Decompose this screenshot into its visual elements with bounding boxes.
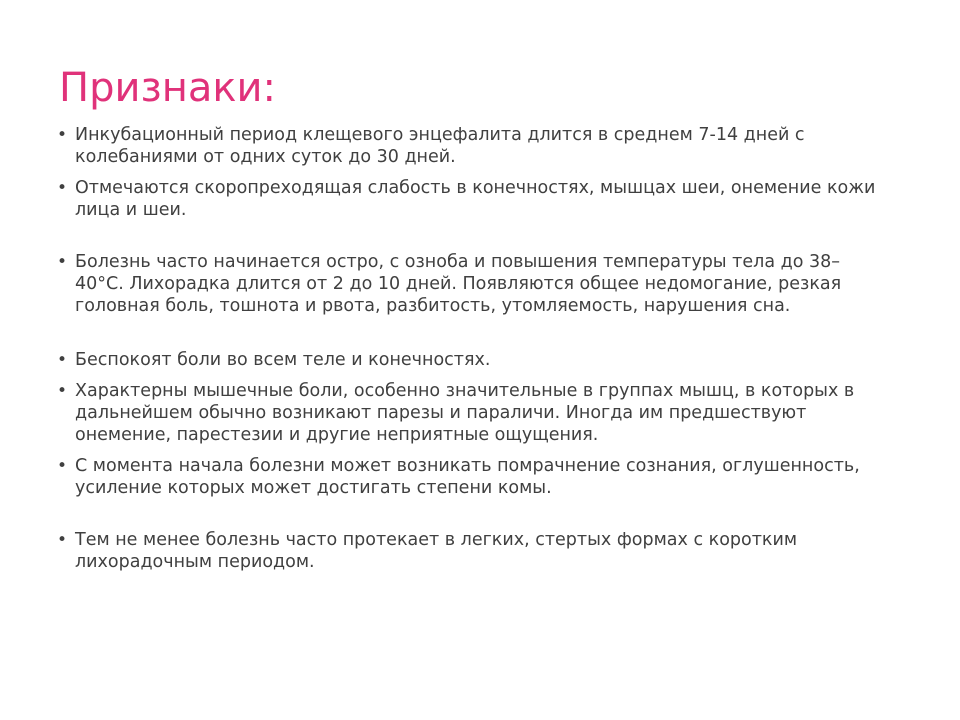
bullet-item-muscle-pain <box>57 380 877 446</box>
bullet-text: Инкубационный период клещевого энцефалита длится в среднем 7-14 дней с колебаниями от одних суток до 30 дней. <box>75 125 805 167</box>
bullet-item-consciousness <box>57 455 877 499</box>
bullet-text: Характерны мышечные боли, особенно значительные в группах мышц, в которых в дальнейшем обычно возникают парезы и параличи. Иногда им предшествуют онемение, парестезии и другие неприятные ощущения. <box>75 381 855 445</box>
bullet-list <box>57 124 877 573</box>
bullet-icon: • <box>57 178 68 198</box>
bullet-text: Тем не менее болезнь часто протекает в легких, стертых формах с коротким лихорадочным периодом. <box>75 530 798 572</box>
bullet-text: Отмечаются скоропреходящая слабость в конечностях, мышцах шеи, онемение кожи лица и шеи. <box>75 178 876 220</box>
slide-title: Признаки: <box>59 65 277 111</box>
bullet-icon: • <box>57 530 68 550</box>
bullet-item-mild-forms <box>57 529 877 573</box>
bullet-text: Беспокоят боли во всем теле и конечностях. <box>75 350 491 370</box>
bullet-icon: • <box>57 125 68 145</box>
bullet-item-incubation <box>57 124 877 168</box>
bullet-item-onset <box>57 251 877 317</box>
bullet-icon: • <box>57 350 68 370</box>
bullet-item-weakness <box>57 177 877 221</box>
bullet-item-body-pain <box>57 349 877 371</box>
bullet-text: С момента начала болезни может возникать помрачнение сознания, оглушенность, усиление которых может достигать степени комы. <box>75 456 860 498</box>
bullet-text: Болезнь часто начинается остро, с озноба и повышения температуры тела до 38–40°С. Лихорадка длится от 2 до 10 дней. Появляются общее недомогание, резкая головная боль, тошнота и рвота, разбитость, утомляемость, нарушения сна. <box>75 252 842 316</box>
bullet-icon: • <box>57 456 68 476</box>
bullet-icon: • <box>57 381 68 401</box>
bullet-icon: • <box>57 252 68 272</box>
